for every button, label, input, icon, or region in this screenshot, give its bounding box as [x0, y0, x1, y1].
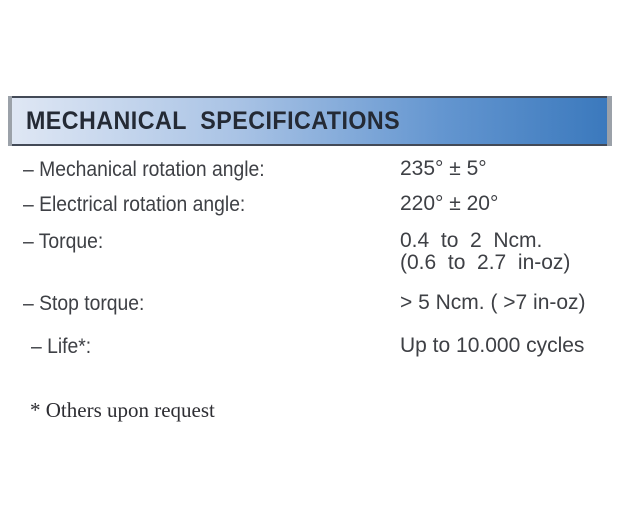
spec-value-line-2: (0.6 to 2.7 in-oz)	[400, 251, 571, 274]
footnote: * Others upon request	[30, 398, 215, 422]
spec-row-torque	[0, 229, 618, 274]
spec-value	[400, 230, 570, 274]
spec-label: – Mechanical rotation angle:	[23, 158, 265, 181]
spec-row-stop-torque	[0, 292, 618, 318]
spec-label: – Electrical rotation angle:	[23, 193, 246, 216]
spec-row-electrical-rotation-angle	[0, 193, 618, 219]
spec-label: – Life*:	[31, 335, 92, 358]
spec-row-mechanical-rotation-angle	[0, 158, 618, 184]
header-gradient-bar	[12, 96, 607, 146]
section-header-bar	[8, 96, 612, 146]
spec-label: – Stop torque:	[23, 292, 145, 315]
spec-value-line-1: 0.4 to 2 Ncm.	[400, 229, 543, 252]
spec-row-life	[0, 335, 618, 361]
header-right-edge	[607, 96, 612, 146]
spec-value: 220° ± 20°	[400, 192, 499, 215]
section-title: MECHANICAL SPECIFICATIONS	[25, 106, 401, 135]
spec-value: Up to 10.000 cycles	[400, 334, 585, 357]
spec-value: > 5 Ncm. ( >7 in-oz)	[400, 291, 586, 314]
spec-label: – Torque:	[23, 230, 104, 253]
spec-value: 235° ± 5°	[400, 157, 487, 180]
